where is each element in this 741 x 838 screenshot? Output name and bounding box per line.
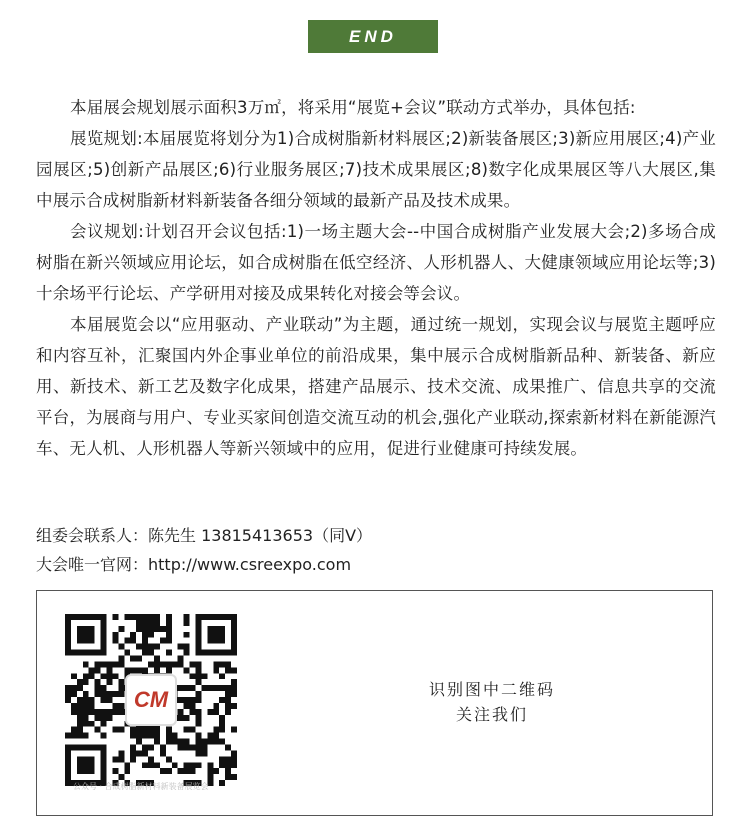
qr-code[interactable] bbox=[65, 614, 237, 786]
watermark: 公众号 · 合成树脂新材料新装备展览会 bbox=[73, 782, 209, 791]
qr-caption bbox=[397, 677, 587, 727]
contact-info bbox=[36, 521, 372, 579]
contact-person: 组委会联系人：陈先生 13815413653（同V） bbox=[36, 526, 373, 545]
qr-caption-line2: 关注我们 bbox=[455, 705, 528, 724]
paragraph-intro: 本届展会规划展示面积3万㎡，将采用“展览+会议”联动方式举办，具体包括: bbox=[70, 98, 636, 117]
qr-logo-text: CM bbox=[133, 687, 169, 712]
qr-caption-line1: 识别图中二维码 bbox=[428, 680, 555, 699]
qr-logo bbox=[125, 674, 177, 726]
qr-box bbox=[36, 590, 713, 816]
official-website[interactable]: 大会唯一官网：http://www.csreexpo.com bbox=[36, 555, 352, 574]
end-banner bbox=[308, 20, 438, 53]
paragraph-conference-plan: 会议规划:计划召开会议包括:1)一场主题大会--中国合成树脂产业发展大会;2)多场合成树脂在新兴领域应用论坛，如合成树脂在低空经济、人形机器人、大健康领域应用论坛等;3)十余场平行论坛、产学研用对接及成果转化对接会等会议。 bbox=[36, 222, 716, 303]
paragraph-theme: 本届展览会以“应用驱动、产业联动”为主题，通过统一规划，实现会议与展览主题呼应和内容互补，汇聚国内外企事业单位的前沿成果，集中展示合成树脂新品种、新装备、新应用、新技术、新工艺及数字化成果，搭建产品展示、技术交流、成果推广、信息共享的交流平台，为展商与用户、专业买家间创造交流互动的机会,强化产业联动,探索新材料在新能源汽车、无人机、人形机器人等新兴领域中的应用，促进行业健康可持续发展。 bbox=[36, 315, 716, 458]
article-body bbox=[36, 92, 716, 464]
end-label: END bbox=[349, 26, 397, 46]
paragraph-exhibition-plan: 展览规划:本届展览将划分为1)合成树脂新材料展区;2)新装备展区;3)新应用展区;4)产业园展区;5)创新产品展区;6)行业服务展区;7)技术成果展区;8)数字化成果展区等八大展区,集中展示合成树脂新材料新装备各细分领域的最新产品及技术成果。 bbox=[36, 129, 716, 210]
